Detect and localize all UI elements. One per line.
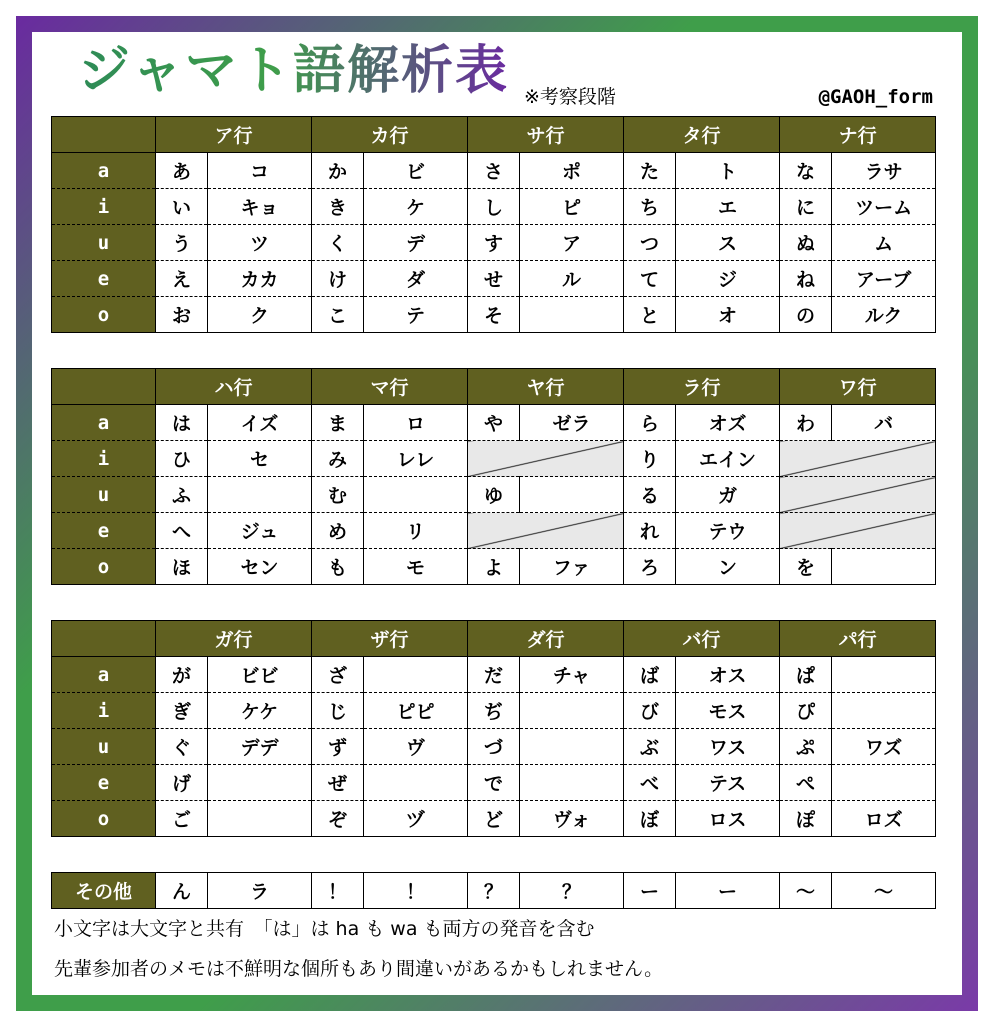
group-header: タ行	[624, 117, 780, 153]
jamato-cell: ポ	[520, 153, 624, 189]
kana-table-3	[51, 620, 936, 837]
jamato-cell	[520, 297, 624, 333]
jamato-cell: ン	[676, 549, 780, 585]
vowel-label: e	[52, 261, 156, 297]
jamato-cell: ケケ	[208, 693, 312, 729]
jamato-cell: ファ	[520, 549, 624, 585]
kana-cell: れ	[624, 513, 676, 549]
kana-cell: ぎ	[156, 693, 208, 729]
jamato-cell: ピピ	[364, 693, 468, 729]
note-line-2: 先輩参加者のメモは不鮮明な個所もあり間違いがあるかもしれません。	[54, 958, 664, 980]
kana-cell: ぺ	[780, 765, 832, 801]
kana-cell: の	[780, 297, 832, 333]
kana-cell: ろ	[624, 549, 676, 585]
jamato-cell: ガ	[676, 477, 780, 513]
kana-cell: け	[312, 261, 364, 297]
group-header: サ行	[468, 117, 624, 153]
kana-cell: ゆ	[468, 477, 520, 513]
other-jamato: ラ	[208, 873, 312, 909]
kana-cell: ち	[624, 189, 676, 225]
group-header: マ行	[312, 369, 468, 405]
vowel-label: o	[52, 549, 156, 585]
jamato-cell: キョ	[208, 189, 312, 225]
jamato-cell: コ	[208, 153, 312, 189]
jamato-cell: ビ	[364, 153, 468, 189]
group-header: ア行	[156, 117, 312, 153]
jamato-cell: イズ	[208, 405, 312, 441]
jamato-cell: ピ	[520, 189, 624, 225]
unused-cell	[468, 441, 624, 477]
kana-cell: も	[312, 549, 364, 585]
jamato-cell: ム	[832, 225, 936, 261]
group-header: ダ行	[468, 621, 624, 657]
kana-cell: ひ	[156, 441, 208, 477]
kana-cell: ね	[780, 261, 832, 297]
kana-cell: よ	[468, 549, 520, 585]
kana-cell: や	[468, 405, 520, 441]
kana-cell: ず	[312, 729, 364, 765]
group-header: バ行	[624, 621, 780, 657]
kana-cell: み	[312, 441, 364, 477]
jamato-cell: ロス	[676, 801, 780, 837]
jamato-cell: ケ	[364, 189, 468, 225]
jamato-cell	[520, 765, 624, 801]
kana-cell: う	[156, 225, 208, 261]
kana-cell: お	[156, 297, 208, 333]
page-title: ジャマト語解析表	[78, 41, 509, 101]
jamato-cell: テス	[676, 765, 780, 801]
jamato-cell	[208, 801, 312, 837]
jamato-cell: オス	[676, 657, 780, 693]
jamato-cell	[208, 477, 312, 513]
kana-cell: ぽ	[780, 801, 832, 837]
corner-cell	[52, 369, 156, 405]
kana-cell: ほ	[156, 549, 208, 585]
unused-cell	[780, 441, 936, 477]
unused-cell	[780, 513, 936, 549]
jamato-cell: エ	[676, 189, 780, 225]
jamato-cell: ロズ	[832, 801, 936, 837]
kana-cell: ざ	[312, 657, 364, 693]
jamato-cell: ジ	[676, 261, 780, 297]
jamato-cell	[832, 765, 936, 801]
jamato-cell: チャ	[520, 657, 624, 693]
jamato-cell: デ	[364, 225, 468, 261]
kana-cell: ぐ	[156, 729, 208, 765]
vowel-label: o	[52, 801, 156, 837]
group-header: ガ行	[156, 621, 312, 657]
kana-cell: べ	[624, 765, 676, 801]
kana-cell: ぶ	[624, 729, 676, 765]
jamato-cell	[364, 657, 468, 693]
kana-cell: そ	[468, 297, 520, 333]
vowel-label: u	[52, 477, 156, 513]
kana-cell: わ	[780, 405, 832, 441]
jamato-cell: ク	[208, 297, 312, 333]
jamato-cell	[832, 549, 936, 585]
jamato-cell: モ	[364, 549, 468, 585]
jamato-cell: ロ	[364, 405, 468, 441]
kana-cell: は	[156, 405, 208, 441]
jamato-cell: ト	[676, 153, 780, 189]
kana-cell: ぢ	[468, 693, 520, 729]
corner-cell	[52, 117, 156, 153]
kana-cell: ご	[156, 801, 208, 837]
group-header: ラ行	[624, 369, 780, 405]
other-jamato: ～	[832, 873, 936, 909]
kana-cell: ぷ	[780, 729, 832, 765]
jamato-cell	[208, 765, 312, 801]
other-kana: ～	[780, 873, 832, 909]
jamato-cell: カカ	[208, 261, 312, 297]
jamato-cell: ワス	[676, 729, 780, 765]
kana-cell: ぱ	[780, 657, 832, 693]
kana-cell: づ	[468, 729, 520, 765]
group-header: ナ行	[780, 117, 936, 153]
jamato-cell: ワズ	[832, 729, 936, 765]
jamato-cell: ジュ	[208, 513, 312, 549]
jamato-cell: アーブ	[832, 261, 936, 297]
jamato-cell: レレ	[364, 441, 468, 477]
kana-cell: な	[780, 153, 832, 189]
vowel-label: e	[52, 765, 156, 801]
vowel-label: i	[52, 693, 156, 729]
kana-cell: か	[312, 153, 364, 189]
corner-cell	[52, 621, 156, 657]
jamato-cell: エイン	[676, 441, 780, 477]
kana-cell: へ	[156, 513, 208, 549]
group-header: ワ行	[780, 369, 936, 405]
jamato-cell: デデ	[208, 729, 312, 765]
jamato-cell	[364, 765, 468, 801]
unused-cell	[780, 477, 936, 513]
kana-cell: だ	[468, 657, 520, 693]
kana-cell: こ	[312, 297, 364, 333]
kana-cell: く	[312, 225, 364, 261]
jamato-cell: バ	[832, 405, 936, 441]
note-line-1: 小文字は大文字と共有 「は」は ha も wa も両方の発音を含む	[54, 918, 595, 940]
kana-cell: ぴ	[780, 693, 832, 729]
other-jamato: ？	[520, 873, 624, 909]
vowel-label: o	[52, 297, 156, 333]
jamato-cell	[832, 693, 936, 729]
kana-cell: ば	[624, 657, 676, 693]
jamato-cell: オ	[676, 297, 780, 333]
jamato-cell: セン	[208, 549, 312, 585]
jamato-cell	[520, 729, 624, 765]
jamato-cell: ゼラ	[520, 405, 624, 441]
kana-table-1	[51, 116, 936, 333]
group-header: ヤ行	[468, 369, 624, 405]
kana-cell: び	[624, 693, 676, 729]
author-handle: @GAOH_form	[818, 86, 933, 108]
kana-cell: じ	[312, 693, 364, 729]
group-header: パ行	[780, 621, 936, 657]
other-kana: ー	[624, 873, 676, 909]
jamato-cell: ヴォ	[520, 801, 624, 837]
kana-cell: き	[312, 189, 364, 225]
vowel-label: i	[52, 189, 156, 225]
other-table	[51, 872, 936, 909]
kana-cell: ま	[312, 405, 364, 441]
kana-cell: て	[624, 261, 676, 297]
other-kana: ？	[468, 873, 520, 909]
kana-cell: で	[468, 765, 520, 801]
jamato-cell: ラサ	[832, 153, 936, 189]
jamato-cell: ヴ	[364, 729, 468, 765]
kana-cell: ぞ	[312, 801, 364, 837]
kana-cell: め	[312, 513, 364, 549]
vowel-label: a	[52, 405, 156, 441]
kana-cell: え	[156, 261, 208, 297]
kana-cell: が	[156, 657, 208, 693]
jamato-cell	[520, 477, 624, 513]
kana-cell: ら	[624, 405, 676, 441]
jamato-cell: ル	[520, 261, 624, 297]
jamato-cell: ア	[520, 225, 624, 261]
jamato-cell: ツーム	[832, 189, 936, 225]
other-label: その他	[52, 873, 156, 909]
vowel-label: u	[52, 729, 156, 765]
unused-cell	[468, 513, 624, 549]
jamato-cell: ス	[676, 225, 780, 261]
vowel-label: a	[52, 657, 156, 693]
other-kana: ！	[312, 873, 364, 909]
kana-cell: ぬ	[780, 225, 832, 261]
jamato-cell: ビビ	[208, 657, 312, 693]
kana-cell: ふ	[156, 477, 208, 513]
kana-cell: と	[624, 297, 676, 333]
jamato-cell: リ	[364, 513, 468, 549]
group-header: ザ行	[312, 621, 468, 657]
jamato-cell: セ	[208, 441, 312, 477]
kana-cell: げ	[156, 765, 208, 801]
kana-cell: す	[468, 225, 520, 261]
other-jamato: ！	[364, 873, 468, 909]
group-header: カ行	[312, 117, 468, 153]
kana-cell: に	[780, 189, 832, 225]
jamato-cell: モス	[676, 693, 780, 729]
kana-cell: つ	[624, 225, 676, 261]
kana-cell: し	[468, 189, 520, 225]
vowel-label: i	[52, 441, 156, 477]
jamato-cell: ダ	[364, 261, 468, 297]
vowel-label: e	[52, 513, 156, 549]
other-kana: ん	[156, 873, 208, 909]
kana-cell: せ	[468, 261, 520, 297]
kana-cell: ぼ	[624, 801, 676, 837]
other-jamato: ー	[676, 873, 780, 909]
group-header: ハ行	[156, 369, 312, 405]
jamato-cell: ツ	[208, 225, 312, 261]
kana-cell: た	[624, 153, 676, 189]
kana-cell: ど	[468, 801, 520, 837]
jamato-cell: テウ	[676, 513, 780, 549]
jamato-cell: オズ	[676, 405, 780, 441]
kana-cell: あ	[156, 153, 208, 189]
vowel-label: u	[52, 225, 156, 261]
jamato-cell: ルク	[832, 297, 936, 333]
kana-cell: る	[624, 477, 676, 513]
vowel-label: a	[52, 153, 156, 189]
jamato-cell: テ	[364, 297, 468, 333]
kana-cell: ぜ	[312, 765, 364, 801]
kana-table-2	[51, 368, 936, 585]
kana-cell: む	[312, 477, 364, 513]
jamato-cell	[832, 657, 936, 693]
kana-cell: い	[156, 189, 208, 225]
jamato-cell	[520, 693, 624, 729]
jamato-cell: ヅ	[364, 801, 468, 837]
kana-cell: さ	[468, 153, 520, 189]
jamato-cell	[364, 477, 468, 513]
kana-cell: を	[780, 549, 832, 585]
kana-cell: り	[624, 441, 676, 477]
subtitle: ※考察段階	[524, 86, 616, 108]
